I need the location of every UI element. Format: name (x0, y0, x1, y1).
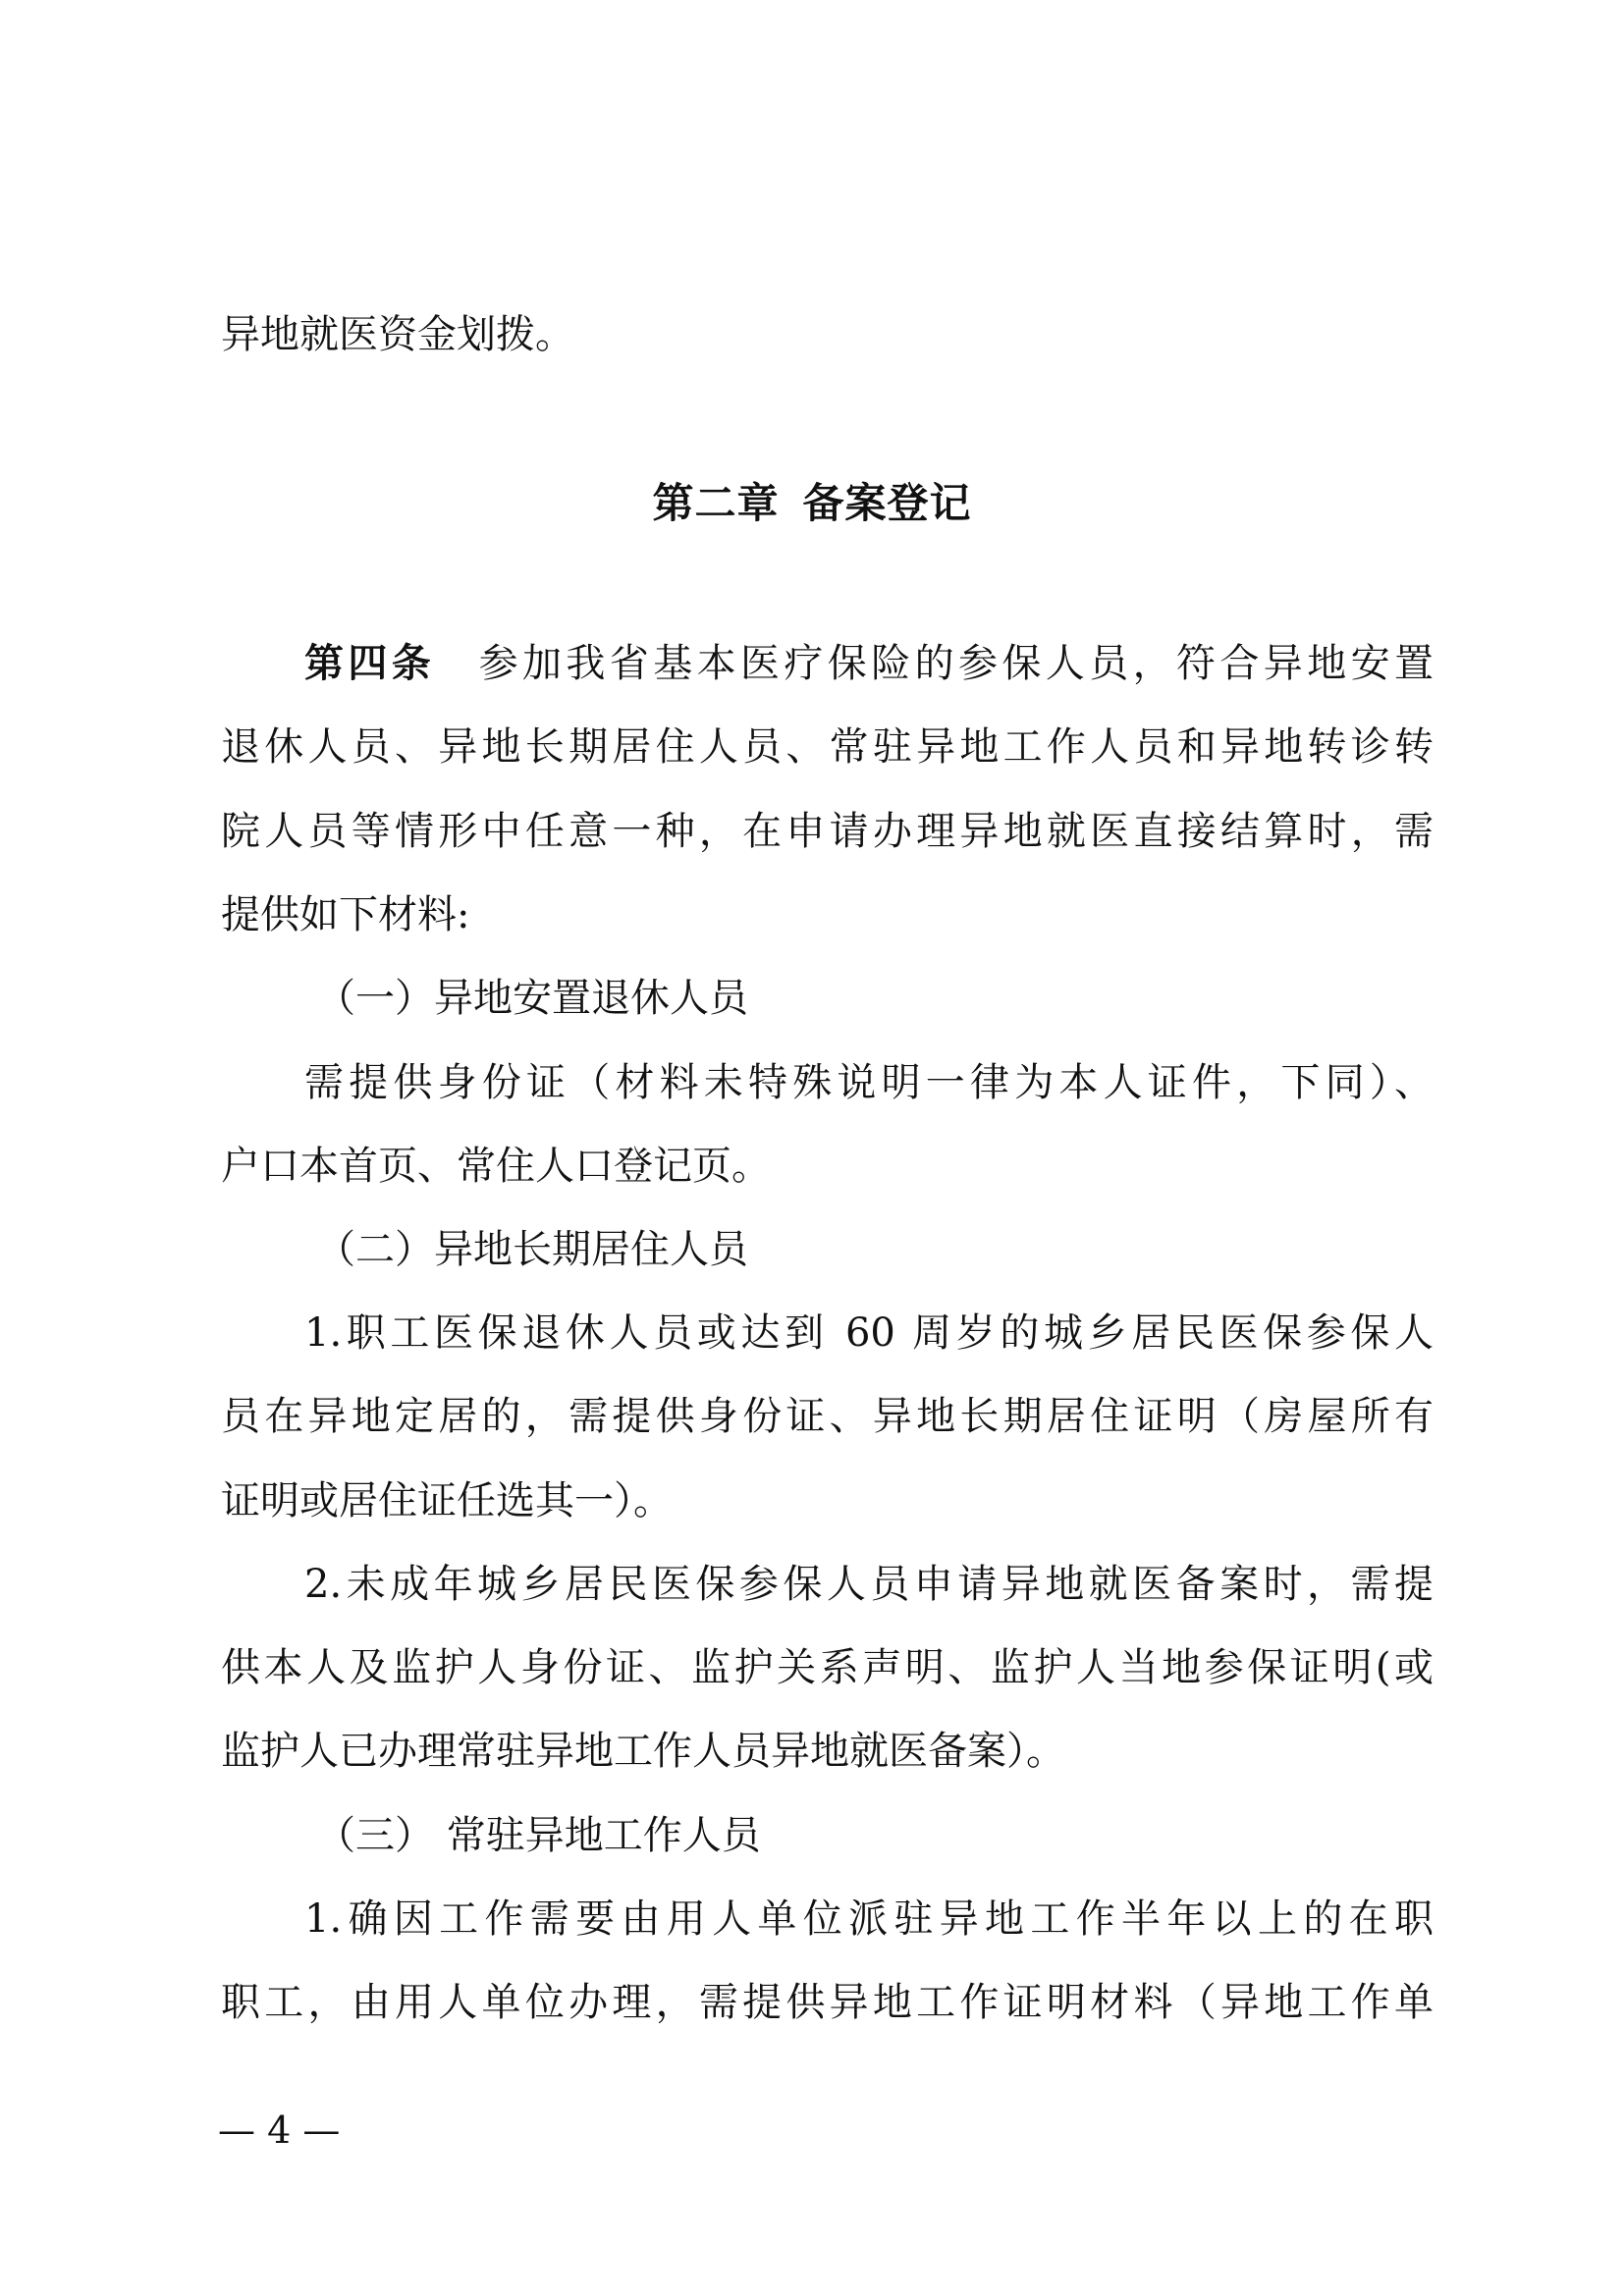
chapter-heading (0, 474, 1624, 533)
section-2-item-1-line-3: 证明或居住证任选其一）。 (221, 1478, 673, 1523)
article-4-line-2: 退休人员、异地长期居住人员、常驻异地工作人员和异地转诊转 (221, 724, 1434, 770)
article-4-text: 参加我省基本医疗保险的参保人员，符合异地安置 (478, 641, 1435, 686)
section-3-title: （三） 常驻异地工作人员 (316, 1813, 761, 1858)
section-2-title: （二）异地长期居住人员 (316, 1227, 748, 1272)
section-2-item-1-line-2: 员在异地定居的，需提供身份证、异地长期居住证明（房屋所有 (221, 1394, 1434, 1439)
article-4-line-3: 院人员等情形中任意一种，在申请办理异地就医直接结算时，需 (221, 809, 1434, 854)
section-2-item-2-line-3: 监护人已办理常驻异地工作人员异地就医备案）。 (221, 1729, 1065, 1774)
carryover-text: 异地就医资金划拨。 (221, 312, 574, 357)
section-1-line-1: 需提供身份证（材料未特殊说明一律为本人证件，下同）、 (304, 1060, 1434, 1105)
section-3-item-1-line-1: 1.确因工作需要由用人单位派驻异地工作半年以上的在职 (304, 1896, 1434, 1942)
article-4-label: 第四条 (304, 641, 436, 686)
section-3-item-1-line-2: 职工，由用人单位办理，需提供异地工作证明材料（异地工作单 (221, 1980, 1434, 2025)
section-2-item-1-line-1: 1.职工医保退休人员或达到 60 周岁的城乡居民医保参保人 (304, 1310, 1434, 1356)
article-4-line-1 (304, 635, 1434, 692)
chapter-number: 第二章 (652, 479, 780, 527)
section-1-line-2: 户口本首页、常住人口登记页。 (221, 1144, 771, 1189)
chapter-title: 备案登记 (802, 479, 972, 527)
section-2-item-2-line-2: 供本人及监护人身份证、监护关系声明、监护人当地参保证明(或 (221, 1645, 1434, 1690)
section-1-title: （一）异地安置退休人员 (316, 976, 748, 1021)
section-2-item-2-line-1: 2.未成年城乡居民医保参保人员申请异地就医备案时，需提 (304, 1562, 1434, 1607)
page-number: — 4 — (218, 2109, 341, 2152)
article-4-line-4: 提供如下材料: (221, 892, 470, 937)
